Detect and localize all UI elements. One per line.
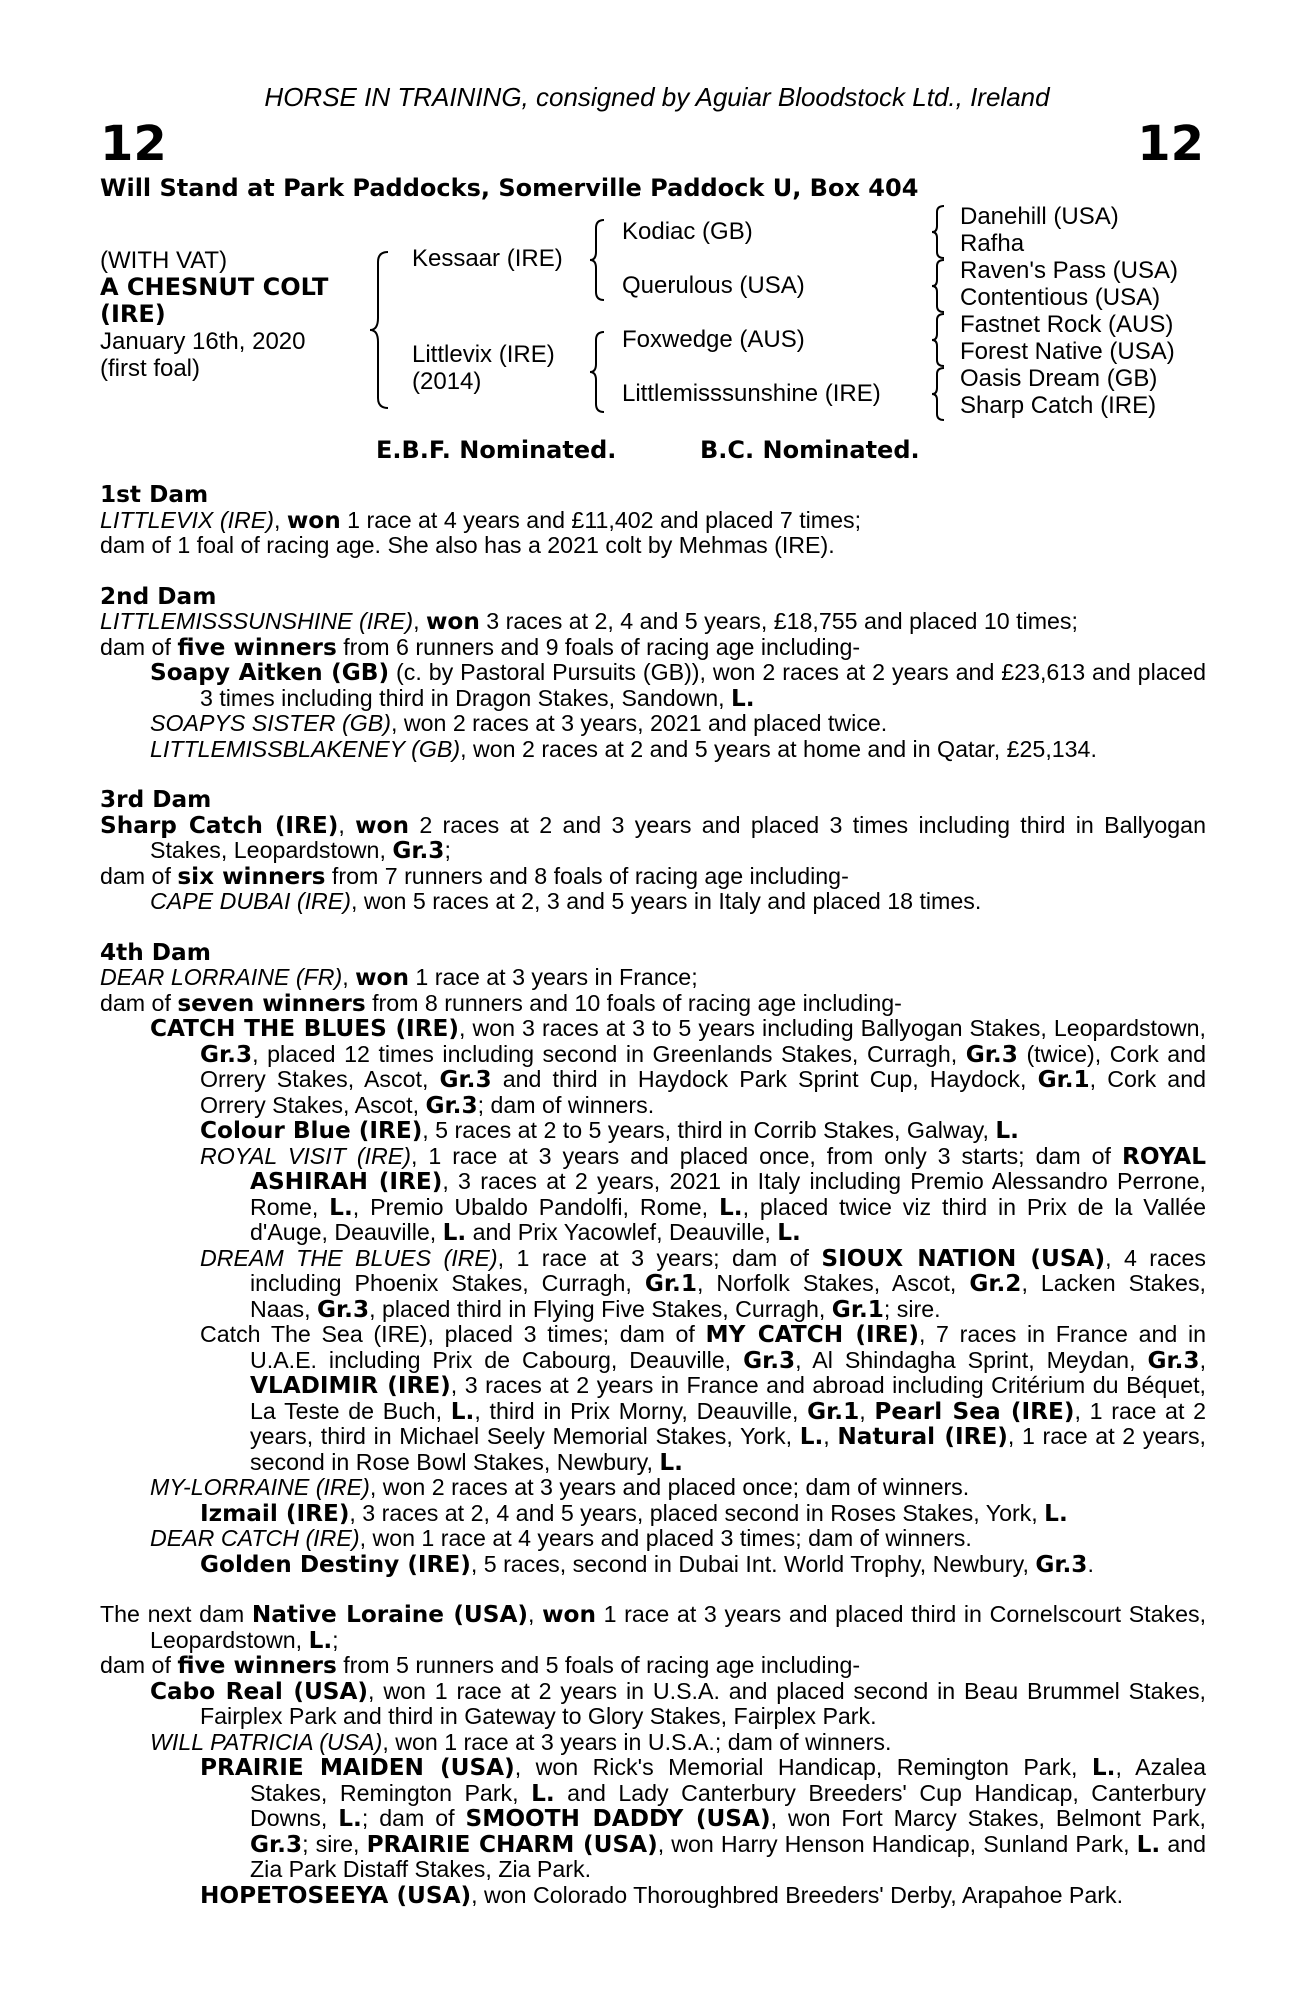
italic-text: DREAM THE BLUES (IRE)	[200, 1244, 498, 1271]
entry-line	[100, 533, 1206, 559]
section-heading: 2nd Dam	[100, 582, 217, 610]
bold-text: Gr.3	[1035, 1550, 1088, 1578]
text-run: , Azalea Stakes, Remington Park,	[250, 1754, 1206, 1806]
bold-text: won	[425, 608, 480, 635]
entry-line	[100, 1475, 1206, 1501]
entry-line	[100, 1602, 1206, 1653]
italic-text: DEAR LORRAINE (FR)	[100, 964, 343, 990]
entry-line	[100, 1246, 1206, 1323]
lot-number-left: 12	[100, 116, 167, 172]
consignor-line: HORSE IN TRAINING, consigned by Aguiar Bloodstock Ltd., Ireland	[264, 82, 1050, 112]
entry-line	[100, 889, 1206, 915]
text-run: dam of	[100, 633, 178, 660]
text-run: dam of 1 foal of racing age. She also has a 2021 colt by Mehmas (IRE).	[100, 532, 835, 558]
italic-text: LITTLEVIX (IRE)	[100, 506, 274, 533]
bold-text: Izmail (IRE)	[200, 1499, 350, 1527]
italic-text: LITTLEMISSBLAKENEY (GB)	[150, 735, 461, 762]
bold-text: Gr.3	[1147, 1346, 1200, 1374]
bold-text: L.	[731, 684, 755, 712]
g3-ancestor-8: Sharp Catch (IRE)	[960, 392, 1157, 419]
g3-ancestor-2: Rafha	[960, 230, 1025, 257]
text-run: , 4 races including Phoenix Stakes, Curragh,	[250, 1244, 1206, 1296]
dam-name: Littlevix (IRE)	[412, 341, 555, 368]
dam-year: (2014)	[412, 368, 482, 395]
text-run: 2 races at 2 and 3 years and placed 3 times including third in Ballyogan Stakes, Leopardstown,	[150, 811, 1206, 863]
entry-line	[100, 1679, 1206, 1730]
bold-text: won	[286, 506, 341, 534]
text-run: Catch The Sea (IRE), placed 3 times; dam of	[200, 1321, 706, 1347]
text-run: 1 race at 3 years and placed third in Cornelscourt Stakes, Leopardstown,	[150, 1601, 1207, 1653]
bold-text: won	[542, 1601, 596, 1628]
text-run: , 1 race at 2 years, second in Rose Bowl Stakes, Newbury,	[250, 1423, 1206, 1475]
entry-line	[100, 1730, 1206, 1756]
bold-text: L.	[531, 1779, 555, 1807]
text-run: The next dam	[100, 1601, 252, 1627]
bold-text: L.	[659, 1448, 683, 1476]
bold-text: L.	[799, 1423, 824, 1450]
entry-line	[100, 1144, 1206, 1246]
section-heading: 4th Dam	[100, 938, 211, 966]
text-run: , won 1 race at 4 years and placed 3 times; dam of winners.	[359, 1525, 972, 1551]
entry-line	[100, 1883, 1206, 1909]
text-run: dam of	[100, 862, 178, 889]
bold-text: VLADIMIR (IRE)	[250, 1372, 451, 1399]
g3-ancestor-3: Raven's Pass (USA)	[960, 257, 1178, 284]
entry-line	[100, 965, 1206, 991]
text-run: ; sire,	[302, 1830, 367, 1857]
text-run: ,	[413, 608, 426, 634]
dam-section	[100, 482, 1206, 559]
text-run: , Al Shindagha Sprint, Meydan,	[795, 1346, 1148, 1373]
text-run: , Premio Ubaldo Pandolfi, Rome,	[352, 1193, 719, 1220]
dam-section	[100, 787, 1206, 915]
text-run: ,	[273, 506, 287, 533]
g3-ancestor-6: Forest Native (USA)	[960, 338, 1175, 365]
bold-text: Gr.2	[969, 1270, 1022, 1297]
bold-text: seven winners	[177, 989, 366, 1017]
text-run: , 1 race at 2 years, third in Michael Seely Memorial Stakes, York,	[250, 1397, 1207, 1449]
dam-dam: Littlemisssunshine (IRE)	[622, 380, 881, 407]
g3-ancestor-7: Oasis Dream (GB)	[960, 365, 1158, 392]
bold-text: CATCH THE BLUES (IRE)	[150, 1015, 459, 1042]
text-run: from 8 runners and 10 foals of racing age including-	[365, 989, 902, 1016]
bold-text: L.	[995, 1117, 1019, 1144]
entry-line	[100, 1755, 1206, 1883]
text-run: .	[1087, 1550, 1094, 1577]
text-run: , won Fort Marcy Stakes, Belmont Park,	[770, 1805, 1206, 1831]
text-run: , won 2 races at 2 and 5 years at home and in Qatar, £25,134.	[460, 735, 1097, 762]
entry-line	[100, 660, 1206, 711]
entry-line	[100, 1526, 1206, 1552]
bold-text: PRAIRIE MAIDEN (USA)	[200, 1754, 515, 1781]
text-run: , 3 races at 2, 4 and 5 years, placed second in Roses Stakes, York,	[349, 1499, 1045, 1526]
sire-sire: Kodiac (GB)	[622, 218, 753, 245]
pedigree-details	[100, 482, 1206, 1933]
text-run: , Norfolk Stakes, Ascot,	[696, 1270, 970, 1296]
bold-text: Native Loraine (USA)	[251, 1601, 528, 1628]
bold-text: five winners	[177, 633, 337, 661]
horse-origin: (IRE)	[100, 300, 166, 328]
pedigree-brace-sire	[588, 218, 608, 302]
entry-line	[100, 508, 1206, 534]
pedigree-brace-main	[368, 250, 392, 410]
g3-ancestor-4: Contentious (USA)	[960, 284, 1161, 311]
bold-text: L.	[308, 1626, 333, 1654]
text-run: , 1 race at 3 years and placed once, from only 3 starts; dam of	[410, 1142, 1122, 1169]
text-run: , won 1 race at 2 years in U.S.A. and placed second in Beau Brummel Stakes, Fairplex Park and third in Gateway to Glory Stakes, Fairplex Park.	[200, 1677, 1206, 1729]
italic-text: WILL PATRICIA (USA)	[150, 1728, 383, 1755]
italic-text: ROYAL VISIT (IRE)	[200, 1142, 411, 1169]
bold-text: Gr.1	[807, 1397, 860, 1425]
italic-text: MY-LORRAINE (IRE)	[150, 1474, 370, 1500]
text-run: , 1 race at 3 years; dam of	[497, 1244, 822, 1271]
sire-dam: Querulous (USA)	[622, 272, 805, 299]
text-run: , 5 races at 2 to 5 years, third in Corrib Stakes, Galway,	[422, 1117, 996, 1143]
text-run: , placed third in Flying Five Stakes, Curragh,	[369, 1295, 832, 1322]
bold-text: Gr.1	[831, 1295, 884, 1323]
pedigree-brace-dam	[588, 330, 608, 414]
g3-ancestor-1: Danehill (USA)	[960, 203, 1119, 230]
dam-section	[100, 1602, 1206, 1908]
bc-nomination: B.C. Nominated.	[700, 436, 920, 464]
text-run: ; dam of	[361, 1805, 466, 1831]
vat-note: (WITH VAT)	[100, 247, 228, 274]
text-run: , won 5 races at 2, 3 and 5 years in Italy and placed 18 times.	[351, 888, 982, 914]
text-run: ,	[859, 1397, 875, 1424]
text-run: dam of	[100, 989, 178, 1016]
bold-text: L.	[329, 1193, 353, 1221]
text-run: , 3 races at 2 years, 2021 in Italy including Premio Alessandro Perrone, Rome,	[250, 1168, 1206, 1220]
foal-note: (first foal)	[100, 355, 201, 382]
bold-text: Colour Blue (IRE)	[200, 1117, 423, 1144]
bold-text: L.	[777, 1219, 801, 1246]
bold-text: HOPETOSEEYA (USA)	[200, 1881, 472, 1909]
text-run: 1 race at 4 years and £11,402 and placed 7 times;	[340, 506, 862, 533]
bold-text: five winners	[177, 1652, 337, 1679]
text-run: , placed twice viz third in Prix de la Vallée d'Auge, Deauville,	[250, 1193, 1206, 1245]
text-run: and Zia Park Distaff Stakes, Zia Park.	[250, 1830, 1207, 1882]
dam-sire: Foxwedge (AUS)	[622, 326, 805, 353]
stable-location: Will Stand at Park Paddocks, Somerville Paddock U, Box 404	[100, 174, 919, 202]
entry-line	[100, 813, 1206, 864]
bold-text: L.	[1136, 1830, 1161, 1858]
italic-text: DEAR CATCH (IRE)	[150, 1525, 360, 1551]
bold-text: Soapy Aitken (GB)	[150, 659, 390, 686]
pedigree-brace-g3	[930, 312, 948, 368]
bold-text: PRAIRIE CHARM (USA)	[366, 1830, 658, 1858]
bold-text: Natural (IRE)	[837, 1423, 1008, 1450]
bold-text: Gr.1	[1037, 1066, 1090, 1093]
bold-text: L.	[719, 1193, 743, 1221]
bold-text: L.	[450, 1397, 475, 1425]
text-run: ,	[338, 811, 356, 838]
text-run: from 6 runners and 9 foals of racing age including-	[336, 633, 861, 660]
text-run: 1 race at 3 years in France;	[408, 964, 698, 990]
bold-text: Gr.3	[250, 1830, 303, 1858]
bold-text: Gr.3	[392, 837, 445, 864]
text-run: and Lady Canterbury Breeders' Cup Handicap, Canterbury Downs,	[250, 1779, 1206, 1831]
section-heading: 1st Dam	[100, 481, 209, 508]
text-run: , 7 races in France and in U.A.E. including Prix de Cabourg, Deauville,	[250, 1321, 1206, 1373]
text-run: (twice), Cork and Orrery Stakes, Ascot,	[200, 1040, 1206, 1092]
bold-text: SMOOTH DADDY (USA)	[465, 1805, 771, 1832]
entry-line	[100, 1552, 1206, 1578]
bold-text: MY CATCH (IRE)	[705, 1321, 919, 1348]
lot-number-right: 12	[1137, 116, 1204, 172]
text-run: , Cork and Orrery Stakes, Ascot,	[200, 1066, 1206, 1118]
bold-text: L.	[338, 1805, 362, 1832]
text-run: , won 2 races at 3 years, 2021 and placed twice.	[390, 710, 888, 736]
text-run: , won 2 races at 3 years and placed once; dam of winners.	[369, 1474, 970, 1500]
foaling-date: January 16th, 2020	[100, 328, 306, 355]
italic-text: SOAPYS SISTER (GB)	[150, 710, 391, 736]
bold-text: six winners	[177, 862, 326, 890]
text-run: , placed 12 times including second in Greenlands Stakes, Curragh,	[252, 1040, 966, 1067]
g3-ancestor-5: Fastnet Rock (AUS)	[960, 311, 1174, 338]
text-run: , 3 races at 2 years in France and abroad including Critérium du Béquet, La Teste de Buch,	[250, 1372, 1207, 1424]
bold-text: ROYAL ASHIRAH (IRE)	[250, 1142, 1207, 1195]
entry-line	[100, 864, 1206, 890]
bold-text: won	[355, 964, 409, 991]
pedigree-brace-g1	[930, 204, 948, 260]
text-run: from 7 runners and 8 foals of racing age including-	[325, 862, 849, 889]
text-run: , won Rick's Memorial Handicap, Remington Park,	[514, 1754, 1092, 1780]
bold-text: won	[355, 811, 409, 839]
text-run: , won Colorado Thoroughbred Breeders' Derby, Arapahoe Park.	[471, 1881, 1124, 1908]
bold-text: Gr.3	[965, 1040, 1018, 1068]
dam-section	[100, 940, 1206, 1578]
italic-text: CAPE DUBAI (IRE)	[150, 888, 351, 914]
text-run: , won Harry Henson Handicap, Sunland Park,	[657, 1830, 1137, 1857]
entry-line	[100, 991, 1206, 1017]
bold-text: L.	[1091, 1754, 1116, 1781]
text-run: and Prix Yacowlef, Deauville,	[466, 1219, 778, 1245]
bold-text: Gr.3	[200, 1040, 253, 1068]
ebf-nomination: E.B.F. Nominated.	[376, 436, 617, 464]
bold-text: Gr.1	[644, 1270, 697, 1297]
text-run: ; dam of winners.	[477, 1091, 655, 1118]
entry-line	[100, 737, 1206, 763]
entry-line	[100, 609, 1206, 635]
pedigree-brace-g2	[930, 258, 948, 314]
text-run: ,	[1199, 1346, 1207, 1373]
text-run: ; sire.	[883, 1295, 941, 1322]
text-run: ,	[823, 1423, 838, 1449]
bold-text: Cabo Real (USA)	[150, 1677, 369, 1705]
italic-text: LITTLEMISSSUNSHINE (IRE)	[100, 608, 414, 634]
text-run: , 5 races, second in Dubai Int. World Trophy, Newbury,	[470, 1550, 1036, 1577]
section-heading: 3rd Dam	[100, 786, 212, 813]
entry-line	[100, 1653, 1206, 1679]
bold-text: Golden Destiny (IRE)	[200, 1550, 471, 1578]
text-run: and third in Haydock Park Sprint Cup, Haydock,	[491, 1066, 1038, 1092]
text-run: (c. by Pastoral Pursuits (GB)), won 2 races at 2 years and £23,613 and placed 3 times including third in Dragon Stakes, Sandown,	[200, 659, 1207, 711]
entry-line	[100, 1118, 1206, 1144]
text-run: from 5 runners and 5 foals of racing age including-	[336, 1652, 861, 1678]
bold-text: Gr.3	[317, 1295, 370, 1323]
text-run: , Lacken Stakes, Naas,	[250, 1270, 1206, 1322]
text-run: ,	[342, 964, 356, 990]
bold-text: L.	[442, 1219, 467, 1246]
text-run: ;	[444, 837, 451, 863]
bold-text: Pearl Sea (IRE)	[874, 1397, 1075, 1425]
entry-line	[100, 635, 1206, 661]
dam-section	[100, 584, 1206, 763]
entry-line	[100, 1016, 1206, 1118]
horse-name: A CHESNUT COLT	[100, 273, 329, 301]
text-run: dam of	[100, 1652, 178, 1678]
sire-name: Kessaar (IRE)	[412, 245, 563, 272]
bold-text: Gr.3	[743, 1346, 796, 1374]
entry-line	[100, 711, 1206, 737]
bold-text: Gr.3	[425, 1091, 478, 1119]
bold-text: SIOUX NATION (USA)	[821, 1244, 1106, 1272]
pedigree-brace-g4	[930, 366, 948, 422]
bold-text: Sharp Catch (IRE)	[100, 811, 339, 839]
text-run: ;	[332, 1626, 339, 1653]
text-run: ,	[528, 1601, 543, 1627]
bold-text: L.	[1044, 1499, 1068, 1527]
text-run: , third in Prix Morny, Deauville,	[474, 1397, 808, 1424]
text-run: , won 3 races at 3 to 5 years including Ballyogan Stakes, Leopardstown,	[458, 1015, 1206, 1041]
entry-line	[100, 1501, 1206, 1527]
bold-text: Gr.3	[439, 1066, 492, 1093]
text-run: , won 1 race at 3 years in U.S.A.; dam of winners.	[382, 1728, 892, 1755]
entry-line	[100, 1322, 1206, 1475]
text-run: 3 races at 2, 4 and 5 years, £18,755 and placed 10 times;	[479, 608, 1078, 634]
